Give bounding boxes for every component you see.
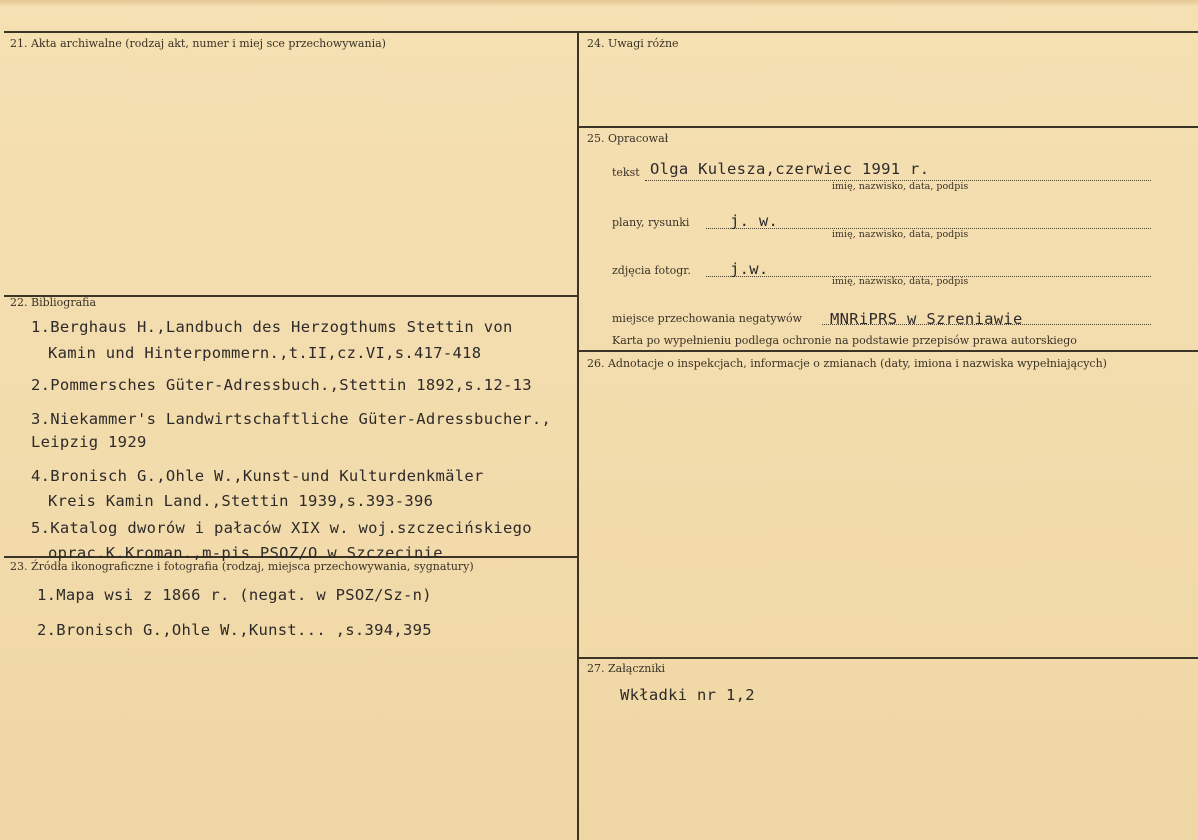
plany-value: j. w.: [730, 212, 779, 230]
zdjecia-label: zdjęcia fotogr.: [612, 264, 691, 277]
section-27-title: 27. Załączniki: [587, 662, 666, 675]
bib-line-8: 5.Katalog dworów i pałaców XIX w. woj.szczecińskiego: [31, 519, 532, 537]
bib-line-5: Leipzig 1929: [31, 433, 147, 451]
center-divider: [577, 31, 579, 840]
bib-line-4: 3.Niekammer's Landwirtschaftliche Güter-Adressbucher.,: [31, 410, 552, 428]
zdjecia-caption: imię, nazwisko, data, podpis: [832, 276, 969, 287]
icon-source-line-1: 1.Mapa wsi z 1866 r. (negat. w PSOZ/Sz-n): [37, 586, 432, 604]
tekst-value: Olga Kulesza,czerwiec 1991 r.: [650, 160, 930, 178]
icon-source-line-2: 2.Bronisch G.,Ohle W.,Kunst... ,s.394,395: [37, 621, 432, 639]
tekst-caption: imię, nazwisko, data, podpis: [832, 181, 969, 192]
bib-line-9: oprac.K.Kroman.,m-pis PSOZ/O w Szczecinie: [48, 544, 443, 562]
plany-label: plany, rysunki: [612, 216, 690, 229]
tekst-label: tekst: [612, 166, 640, 179]
top-rule: [4, 31, 1198, 33]
section-21-title: 21. Akta archiwalne (rodzaj akt, numer i miej sce przechowywania): [10, 37, 386, 50]
bib-line-7: Kreis Kamin Land.,Stettin 1939,s.393-396: [48, 492, 434, 510]
rule-24-25: [577, 126, 1198, 128]
section-25-title: 25. Opracował: [587, 132, 669, 145]
plany-caption: imię, nazwisko, data, podpis: [832, 229, 969, 240]
bib-line-6: 4.Bronisch G.,Ohle W.,Kunst-und Kulturdenkmäler: [31, 467, 484, 485]
rule-25-26: [577, 350, 1198, 352]
negatywy-label: miejsce przechowania negatywów: [612, 312, 803, 325]
bib-line-2: Kamin und Hinterpommern.,t.II,cz.VI,s.417-418: [48, 344, 482, 362]
section-23-title: 23. Źródła ikonograficzne i fotografia (rodzaj, miejsca przechowywania, sygnatury): [10, 560, 474, 573]
attachments-value: Wkładki nr 1,2: [620, 686, 755, 704]
card-top-edge: [0, 0, 1198, 6]
negatywy-value: MNRiPRS w Szreniawie: [830, 310, 1023, 328]
section-24-title: 24. Uwagi różne: [587, 37, 679, 50]
section-22-title: 22. Bibliografia: [10, 296, 97, 309]
zdjecia-value: j.w.: [730, 260, 769, 278]
copyright-note: Karta po wypełnieniu podlega ochronie na podstawie przepisów prawa autorskiego: [612, 334, 1077, 347]
section-26-title: 26. Adnotacje o inspekcjach, informacje o zmianach (daty, imiona i nazwiska wypełniających): [587, 357, 1107, 370]
bib-line-3: 2.Pommersches Güter-Adressbuch.,Stettin 1892,s.12-13: [31, 376, 532, 394]
bib-line-1: 1.Berghaus H.,Landbuch des Herzogthums Stettin von: [31, 318, 513, 336]
rule-26-27: [577, 657, 1198, 659]
